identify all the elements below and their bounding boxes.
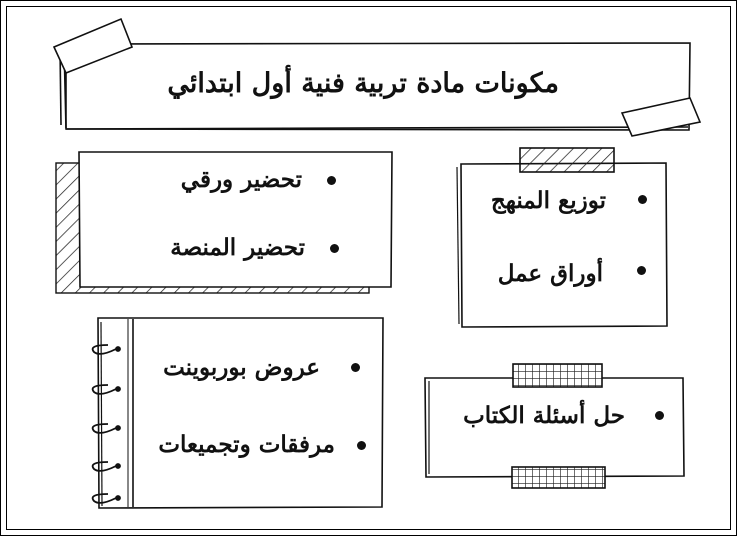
book-item-answers: حل أسئلة الكتاب — [463, 402, 625, 429]
book-tape-top — [513, 364, 602, 387]
presentations-card — [98, 318, 383, 508]
presentations-item-attachments: مرفقات وتجميعات — [158, 431, 335, 458]
bullet-icon — [330, 244, 339, 253]
curriculum-item-distribution: توزيع المنهج — [490, 187, 606, 214]
bullet-icon — [637, 266, 646, 275]
curriculum-tape — [520, 148, 614, 172]
bullet-icon — [351, 363, 360, 372]
book-tape-bottom — [512, 467, 605, 488]
curriculum-item-worksheets: أوراق عمل — [497, 260, 603, 287]
prep-item-platform: تحضير المنصة — [170, 234, 305, 261]
bullet-icon — [655, 411, 664, 420]
page-title: مكونات مادة تربية فنية أول ابتدائي — [167, 68, 559, 99]
bullet-icon — [327, 176, 336, 185]
presentations-item-powerpoint: عروض بوربوينت — [163, 354, 320, 381]
bullet-icon — [638, 195, 647, 204]
prep-item-paper: تحضير ورقي — [180, 166, 302, 193]
bullet-icon — [357, 441, 366, 450]
